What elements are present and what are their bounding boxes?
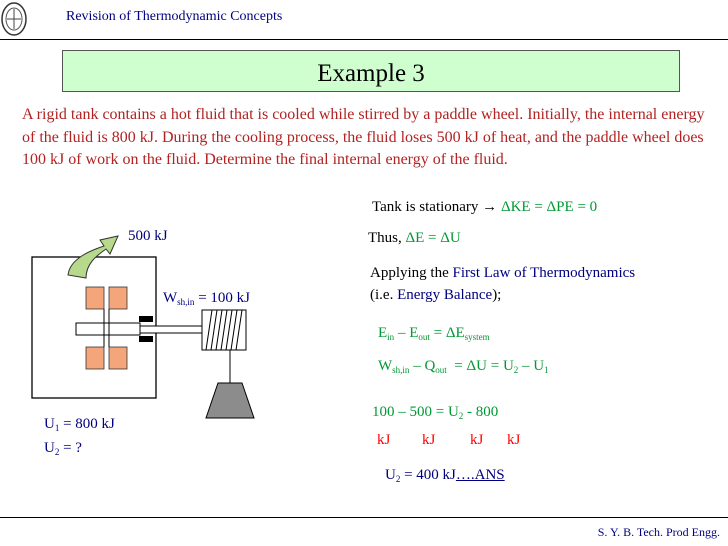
weight <box>206 383 254 418</box>
work-in-label: $W_{sh,in} = 100$ kJ <box>163 290 250 307</box>
heater-block <box>86 347 104 369</box>
footer-divider <box>0 517 728 518</box>
emblem-logo <box>0 0 30 40</box>
applying-line: Applying the First Law of Thermodynamics <box>370 265 636 281</box>
stationary-line: Tank is stationary → ΔKE = ΔPE = 0 <box>372 199 598 215</box>
final-answer: $U_2 = 400$ kJ….ANS <box>385 467 505 484</box>
thus-line: Thus, ΔE = ΔU <box>368 230 461 246</box>
seal <box>139 336 153 342</box>
unit-label: kJ <box>422 432 436 448</box>
shaft <box>140 326 202 333</box>
seal <box>139 316 153 322</box>
calculation-line: $100 - 500 = U_2 - 800$ <box>372 404 499 421</box>
pulley-coils <box>206 310 242 350</box>
energy-balance-line: (i.e. Energy Balance); <box>370 287 502 303</box>
slide-title: Example 3 <box>317 60 425 87</box>
heat-arrow <box>68 236 118 278</box>
pulley <box>202 310 246 350</box>
header-divider <box>0 39 728 40</box>
title-banner <box>62 50 680 92</box>
heater-block <box>109 347 127 369</box>
unit-label: kJ <box>507 432 521 448</box>
unit-label: kJ <box>377 432 391 448</box>
work-heat-equation: $W_{sh,in} - Q_{out} = \Delta U = U_2 - U_1$ <box>378 358 549 375</box>
problem-statement: A rigid tank contains a hot fluid that is cooled while stirred by a paddle wheel. Initially, the internal energy of the fluid is 800 kJ. During the cooling process, the fluid loses 500 kJ of heat, and the paddle wheel does 100 kJ of work on the fluid. Determine the final internal energy of the fluid. <box>22 106 705 168</box>
footer-text: S. Y. B. Tech. Prod Engg. <box>597 525 720 539</box>
u2-label: $U_2$ = ? <box>44 440 82 457</box>
heater-block <box>109 287 127 309</box>
header-title: Revision of Thermodynamic Concepts <box>66 9 283 24</box>
tank <box>32 257 156 398</box>
paddle-wheel <box>76 323 140 335</box>
u1-label: $U_1 = 800$ kJ <box>44 416 115 433</box>
unit-label: kJ <box>470 432 484 448</box>
energy-balance-equation: $E_{in} - E_{out} = \Delta E_{system}$ <box>378 325 490 342</box>
heat-out-label: 500 kJ <box>128 228 168 244</box>
heater-block <box>86 287 104 309</box>
